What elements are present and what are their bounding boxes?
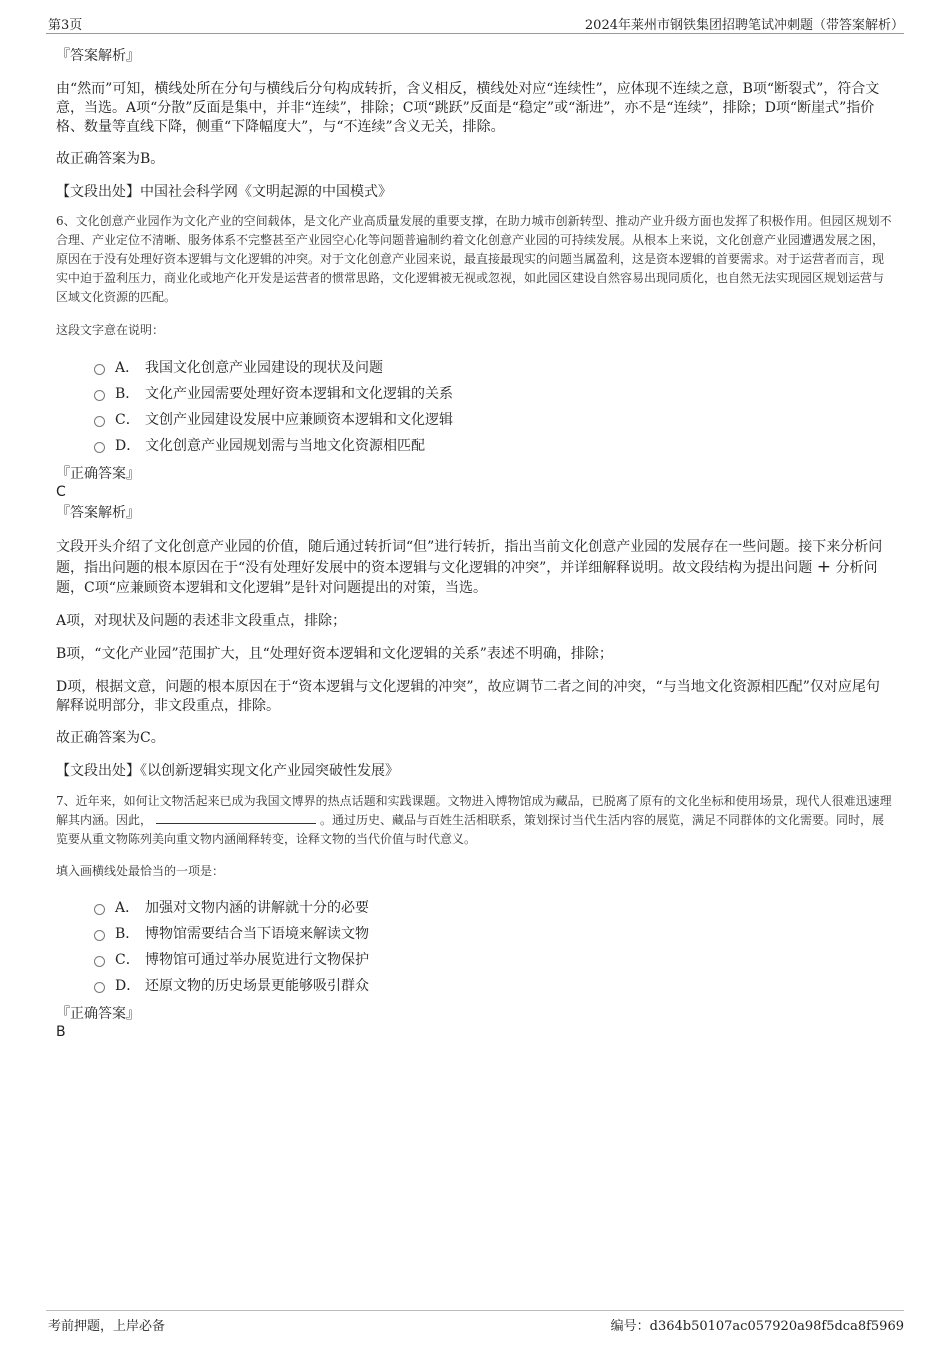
document-id: 编号：d364b50107ac057920a98f5dca8f5969 [610, 1319, 904, 1334]
plus-sign: + [816, 557, 832, 577]
q6-option-c[interactable]: C． 文创产业园建设发展中应兼顾资本逻辑和文化逻辑 [94, 406, 892, 432]
q6-question: 这段文字意在说明： [56, 323, 165, 337]
q6-source: 【文段出处】《以创新逻辑实现文化产业园突破性发展》 [56, 763, 399, 779]
correct-answer-label: 『正确答案』 [56, 466, 140, 482]
radio-icon[interactable] [94, 416, 105, 427]
q6-analysis-d: D项，根据文意，问题的根本原因在于“资本逻辑与文化逻辑的冲突”，故应调节二者之间的冲突，“与当地文化资源相匹配”仅对应尾句解释说明部分，非文段重点，排除。 [56, 679, 880, 714]
q6-conclusion: 故正确答案为C。 [56, 730, 165, 746]
radio-icon[interactable] [94, 364, 105, 375]
q6-stem: 6、文化创意产业园作为文化产业的空间载体，是文化产业高质量发展的重要支撑，在助力城市创新转型、推动产业升级方面也发挥了积极作用。但园区规划不合理、产业定位不清晰、服务体系不完整甚至产业园空心化等问题普遍制约着文化创意产业园的可持续发展。从根本上来说，文化创意产业园遭遇发展之困，原因在于没有处理好资本逻辑与文化逻辑的冲突。对于文化创意产业园来说，最直接最现实的问题当属盈利，这是资本逻辑的首要需求。对于运营者而言，现实中迫于盈利压力，商业化或地产化开发是运营者的惯常思路，文化逻辑被无视或忽视，如此园区建设自然容易出现同质化，也自然无法实现园区规划运营与区域文化资源的匹配。 [56, 214, 892, 304]
q6-option-b[interactable]: B． 文化产业园需要处理好资本逻辑和文化逻辑的关系 [94, 380, 892, 406]
document-title: 2024年莱州市钢铁集团招聘笔试冲刺题（带答案解析） [584, 18, 904, 33]
footer-slogan: 考前押题，上岸必备 [48, 1319, 166, 1334]
radio-icon[interactable] [94, 442, 105, 453]
page-number: 第3页 [48, 18, 83, 33]
answer-analysis-label: 『答案解析』 [56, 48, 140, 64]
q6-analysis-main: 文段开头介绍了文化创意产业园的价值，随后通过转折词“但”进行转折，指出当前文化创意产业园的发展存在一些问题。接下来分析问题，指出问题的根本原因在于“没有处理好发展中的资本逻辑与文化逻辑的冲突”，并详细解释说明。故文段结构为提出问题 + 分析问题，C项“应兼顾资本逻辑和文化逻辑”是针对问题提出的对策，当选。 [56, 539, 883, 596]
q7-answer: B [56, 1024, 66, 1040]
q6-analysis-b: B项，“文化产业园”范围扩大，且“处理好资本逻辑和文化逻辑的关系”表述不明确，排除； [56, 646, 613, 662]
q5-source: 【文段出处】中国社会科学网《文明起源的中国模式》 [56, 184, 392, 200]
radio-icon[interactable] [94, 390, 105, 401]
q7-options [94, 894, 892, 998]
radio-icon[interactable] [94, 930, 105, 941]
q6-options [94, 354, 892, 458]
q7-option-b[interactable]: B． 博物馆需要结合当下语境来解读文物 [94, 920, 892, 946]
correct-answer-label: 『正确答案』 [56, 1006, 140, 1022]
page-content [56, 44, 892, 1041]
radio-icon[interactable] [94, 956, 105, 967]
q6-option-a[interactable]: A． 我国文化创意产业园建设的现状及问题 [94, 354, 892, 380]
q6-option-d[interactable]: D． 文化创意产业园规划需与当地文化资源相匹配 [94, 432, 892, 458]
q7-question: 填入画横线处最恰当的一项是： [56, 864, 225, 878]
q7-stem: 7、近年来，如何让文物活起来已成为我国文博界的热点话题和实践课题。文物进入博物馆成为藏品，已脱离了原有的文化坐标和使用场景，现代人很难迅速理解其内涵。因此， 。通过历史、藏品与百姓生活相联系，策划探讨当代生活内容的展览，满足不同群体的文化需要。同时，展览要从重文物陈列美向重文物内涵阐释转变，诠释文物的当代价值与时代意义。 [56, 794, 892, 846]
q5-analysis: 由“然而”可知，横线处所在分句与横线后分句构成转折，含义相反，横线处对应“连续性”，应体现不连续之意，B项“断裂式”，符合文意，当选。A项“分散”反面是集中，并非“连续”，排除；C项“跳跃”反面是“稳定”或“渐进”，亦不是“连续”，排除；D项“断崖式”指价格、数量等直线下降，侧重“下降幅度大”，与“不连续”含义无关，排除。 [56, 81, 880, 135]
q7-option-a[interactable]: A． 加强对文物内涵的讲解就十分的必要 [94, 894, 892, 920]
q7-option-d[interactable]: D． 还原文物的历史场景更能够吸引群众 [94, 972, 892, 998]
q6-answer: C [56, 484, 66, 500]
q5-conclusion: 故正确答案为B。 [56, 151, 165, 167]
radio-icon[interactable] [94, 904, 105, 915]
radio-icon[interactable] [94, 982, 105, 993]
q6-analysis-a: A项，对现状及问题的表述非文段重点，排除； [56, 613, 347, 629]
q7-option-c[interactable]: C． 博物馆可通过举办展览进行文物保护 [94, 946, 892, 972]
page-footer [46, 1310, 904, 1334]
page-header [46, 14, 904, 34]
answer-analysis-label: 『答案解析』 [56, 505, 140, 521]
fill-blank [156, 812, 316, 824]
